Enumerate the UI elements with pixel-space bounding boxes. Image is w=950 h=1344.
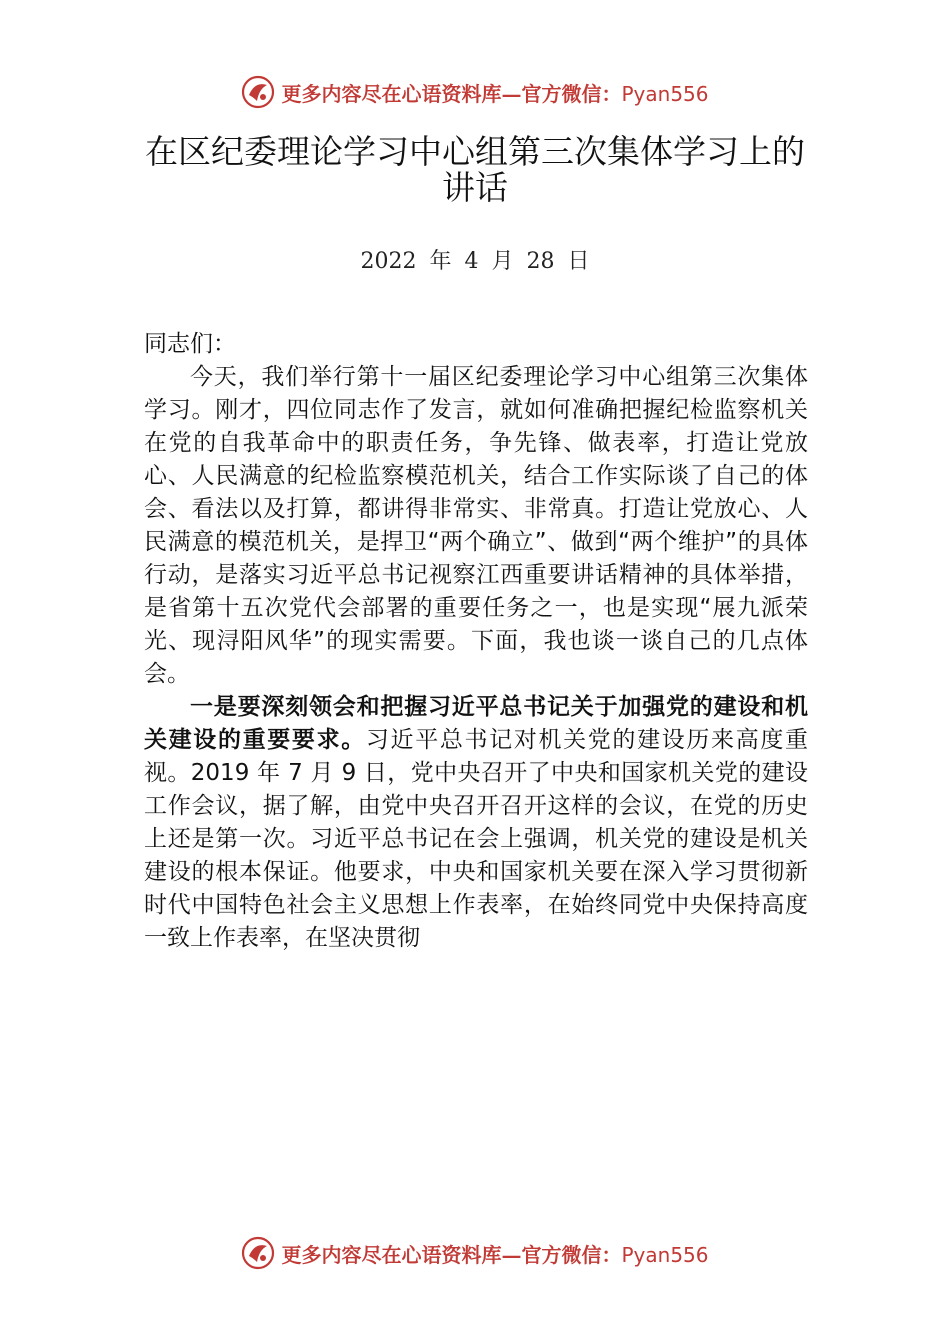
watermark-text: 更多内容尽在心语资料库—官方微信：Pyan556 — [281, 1242, 709, 1267]
document-body — [144, 328, 808, 955]
logo-icon — [241, 75, 275, 109]
footer-watermark-banner — [0, 1233, 950, 1273]
document-title: 在区纪委理论学习中心组第三次集体学习上的讲话 — [145, 132, 805, 207]
paragraph-2-lead: 一是要深刻领会和把握习近平总书记关于加强党的建设和机关建设的重要要求。 — [144, 694, 808, 753]
salutation: 同志们： — [144, 331, 236, 357]
document-date: 2022 年 4 月 28 日 — [360, 249, 590, 274]
paragraph-1: 今天，我们举行第十一届区纪委理论学习中心组第三次集体学习。刚才，四位同志作了发言，就如何准确把握纪检监察机关在党的自我革命中的职责任务，争先锋、做表率，打造让党放心、人民满意的纪检监察模范机关，结合工作实际谈了自己的体会、看法以及打算，都讲得非常实、非常真。打造让党放心、人民满意的模范机关，是捍卫“两个确立”、做到“两个维护”的具体行动，是落实习近平总书记视察江西重要讲话精神的具体举措，是省第十五次党代会部署的重要任务之一，也是实现“展九派荣光、现浔阳风华”的现实需要。下面，我也谈一谈自己的几点体会。 — [144, 364, 808, 687]
wechat-id: Pyan556 — [621, 81, 709, 106]
logo-icon — [241, 1236, 275, 1270]
paragraph-2 — [144, 691, 808, 955]
watermark-text: 更多内容尽在心语资料库—官方微信：Pyan556 — [281, 81, 709, 106]
paragraph-2-body: 习近平总书记对机关党的建设历来高度重视。2019 年 7 月 9 日，党中央召开了中央和国家机关党的建设工作会议，据了解，由党中央召开召开这样的会议，在党的历史上还是第一次。习近平总书记在会上强调，机关党的建设是机关建设的根本保证。他要求，中央和国家机关要在深入学习贯彻新时代中国特色社会主义思想上作表率，在始终同党中央保持高度一致上作表率，在坚决贯彻 — [144, 727, 809, 951]
header-watermark-banner — [0, 72, 950, 112]
wechat-id: Pyan556 — [621, 1242, 709, 1267]
